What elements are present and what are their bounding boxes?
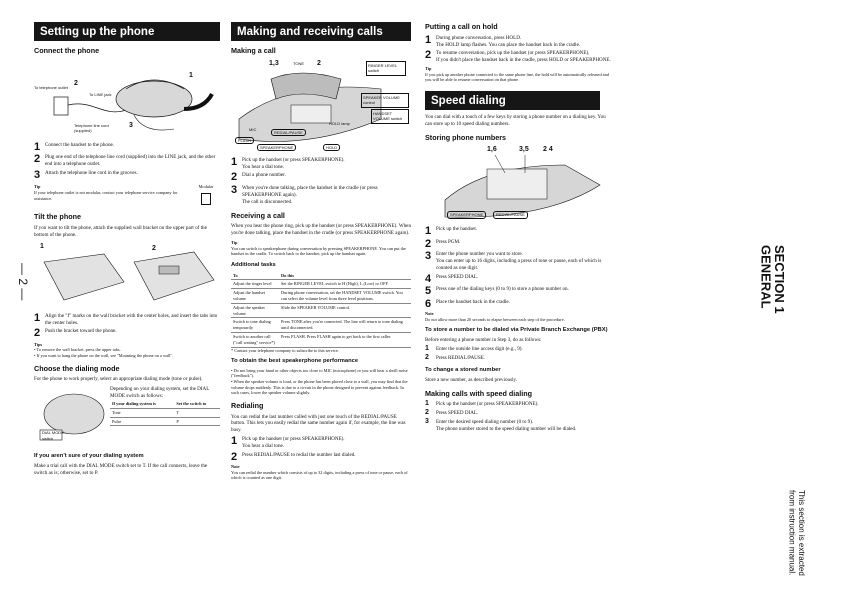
pbx-step-1: 1 Enter the outside line access digit (e.g., 9). [425, 345, 523, 353]
tasks-table: To Do this Adjust the ringer level Set the RINGER LEVEL switch to H (High), L (Low) or OFF. Adjust the handset volume During phone conversation, set the HANDSET VOLUME switch. You can select the volume level from three level positions. Adjust the speaker volume Slide the SPEAKER VOLUME control. Switch to tone dialing temporarily Press TONE after you're connected. The line will return to tone dialing until disconnected. Switch to another call ("call waiting" service*) Press FLASH. Press FLASH again to get back to the first caller. [231, 272, 411, 348]
label-cord: Telephone line cord (supplied) [74, 122, 109, 134]
tilt-step-1: 1 Align the "f" marks on the wall bracket with the center holes, and insert the tabs into the center holes. [34, 311, 218, 326]
table-row: Switch to another call ("call waiting" service*) Press FLASH. Press FLASH again to get back to the first caller. [231, 332, 411, 347]
label-2-4: 2 4 [543, 146, 553, 154]
key-hold: HOLD [323, 144, 340, 151]
store-step-6: 6 Place the handset back in the cradle. [425, 297, 510, 310]
dial-table: If your dialing system is Set the switch to Tone T Pulse P [110, 400, 220, 426]
making-step-2: 2 Dial a phone number. [231, 171, 286, 184]
keypad-figure [425, 145, 613, 223]
table-row: Adjust the handset volume During phone conversation, set the HANDSET VOLUME switch. You can select the volume level from three level positions. [231, 289, 411, 304]
dial-text: For the phone to work properly, select an appropriate dialing mode (tone or pulse). [34, 376, 203, 383]
hold-tip: Tip If you pick up another phone connected to the same phone line, the hold will be automatically released and you will be able to resume conversation on that phone. [425, 66, 609, 83]
label-line-jack: To LINE jack [89, 91, 112, 97]
table-row: Switch to tone dialing temporarily Press TONE after you're connected. The line will return to tone dialing until disconnected. [231, 318, 411, 333]
label-handset-volume: HANDSET VOLUME switch [371, 109, 409, 124]
change-text: Store a new number, as described previously. [425, 376, 517, 383]
pbx-text: Before entering a phone number in Step 3, do as follows: [425, 337, 542, 344]
modular-label: Modular [198, 184, 214, 190]
change-heading: To change a stored number [425, 366, 501, 373]
tilt-step-2: 2 Push the bracket toward the phone. [34, 327, 117, 340]
label-num-2: 2 [74, 79, 78, 87]
table-row: Tone T [110, 408, 220, 417]
setup-title: Setting up the phone [34, 22, 220, 41]
section-title: SECTION 1 GENERAL [758, 245, 787, 314]
speed-title: Speed dialing [425, 91, 600, 110]
making-step-1: 1 Pick up the handset (or press SPEAKERPHONE). You hear a dial tone. [231, 155, 345, 170]
tilt-num-1: 1 [40, 242, 44, 250]
additional-heading: Additional tasks [231, 261, 276, 268]
storing-heading: Storing phone numbers [425, 132, 507, 142]
speed-step-1: 1 Pick up the handset (or press SPEAKERPHONE). [425, 400, 539, 408]
tasks-note: * Contact your telephone company to subscribe to this service. [231, 347, 339, 353]
table-row: Adjust the ringer level Set the RINGER LEVEL switch to H (High), L (Low) or OFF. [231, 280, 411, 289]
key-speakerphone: SPEAKERPHONE [257, 144, 296, 151]
table-row: Pulse P [110, 417, 220, 426]
hold-step-1: 1 During phone conversation, press HOLD. The HOLD lamp flashes. You can place the handset back in the cradle. [425, 33, 581, 48]
redial-heading: Redialing [231, 400, 264, 410]
dial-switch-label: DIAL MODE switch [42, 430, 64, 441]
connect-step-3: 3 Attach the telephone line cord in the grooves. [34, 168, 138, 181]
receiving-heading: Receiving a call [231, 210, 285, 220]
pbx-step-2: 2 Press REDIAL/PAUSE. [425, 353, 486, 361]
hold-heading: Putting a call on hold [425, 22, 498, 31]
hold-step-2: 2 To resume conversation, pick up the handset (or press SPEAKERPHONE). If you didn't place the handset back in the cradle, press HOLD or SPEAKERPHONE. [425, 49, 611, 64]
wall-bracket-illustration [34, 242, 220, 310]
receiving-text: When you hear the phone ring, pick up the handset (or press SPEAKERPHONE). When you're done talking, place the handset in the cradle (or press SPEAKERPHONE again). [231, 223, 411, 237]
column-calls [231, 22, 411, 481]
key-flash: FLASH [235, 137, 254, 144]
label-1-3: 1,3 [269, 59, 279, 67]
tilt-tips: Tips • To remove the wall bracket, press the upper tabs. • If you want to hang the phone on the wall, see "Mounting the phone on a wall". [34, 341, 174, 359]
tilt-heading: Tilt the phone [34, 212, 81, 222]
key-redial: REDIAL/PAUSE [271, 129, 306, 136]
store-note: Note Do not allow more than 20 seconds to elapse between each step of the procedure. [425, 311, 565, 322]
tilt-tip-2: • If you want to hang the phone on the wall, see "Mounting the phone on a wall". [34, 353, 174, 359]
tip-label: Tip [34, 184, 41, 190]
modular-jack-icon [201, 193, 211, 205]
tilt-num-2: 2 [152, 244, 156, 252]
tip-text: If your telephone outlet is not modular, contact your telephone service company for assistance. [34, 189, 178, 201]
calls-title: Making and receiving calls [231, 22, 411, 41]
label-2: 2 [317, 59, 321, 67]
phone-figure [231, 59, 411, 154]
key-redial-2: REDIAL/PAUSE [493, 211, 528, 218]
redial-note: Note You can redial the number which consists of up to 32 digits, including a press of tone or pause, each of which is counted as one digit. [231, 464, 408, 481]
key-speakerphone-2: SPEAKERPHONE [447, 211, 486, 218]
tilt-tip-1: • To remove the wall bracket, press the upper tabs. [34, 347, 121, 353]
making-heading: Making a call [231, 46, 276, 55]
store-step-1: 1 Pick up the handset. [425, 225, 478, 238]
page-number: — 2 — [16, 263, 30, 301]
connect-heading: Connect the phone [34, 46, 100, 55]
side-note: This section is extracted from instruction manual. [787, 490, 806, 576]
best-item-1: • Do not bring your hand or other objects too close to MIC (microphone) or you will hear a shrill noise ("feedback"). [231, 367, 408, 379]
connect-figure [34, 59, 220, 139]
label-num-1: 1 [189, 71, 193, 79]
dial-mode-block [34, 386, 220, 448]
label-ringer: RINGER LEVEL switch [366, 61, 406, 76]
dial-desc: Depending on your dialing system, set the DIAL MODE switch as follows: [110, 386, 210, 400]
notsure-heading: If you aren't sure of your dialing system [34, 453, 144, 460]
notsure-text: Make a trial call with the DIAL MODE switch set to T. If the call connects, leave the switch as is; otherwise, set to P. [34, 463, 208, 476]
speed-step-2: 2 Press SPEED DIAL. [425, 409, 479, 417]
tip-box [34, 184, 220, 207]
label-num-3: 3 [129, 121, 133, 129]
label-tone: TONE [293, 60, 305, 66]
label-outlet: To telephone outlet [34, 84, 68, 90]
best-item-2: • When the speaker volume is loud, or the phone has been placed close to a wall, you may find that the volume drops suddenly. This is due to a circuit in the phone designed to prevent against feedback. In such cases, lower the speaker volume slightly. [231, 379, 408, 396]
speed-making-heading: Making calls with speed dialing [425, 388, 533, 398]
label-speaker-volume: SPEAKER VOLUME control [361, 93, 409, 108]
store-step-3: 3 Enter the phone number you want to store. You can enter up to 16 digits, including a press of tone or pause, each of which is counted as one digit. [425, 250, 602, 272]
label-3-5: 3,5 [519, 146, 529, 154]
connect-step-1: 1 Connect the handset to the phone. [34, 140, 115, 153]
column-hold-speed [425, 22, 613, 435]
dial-heading: Choose the dialing mode [34, 363, 120, 373]
store-step-4: 4 Press SPEED DIAL. [425, 272, 479, 285]
best-heading: To obtain the best speakerphone performance [231, 358, 359, 365]
connect-steps [34, 142, 220, 181]
redial-text: You can redial the last number called with just one touch of the REDIAL/PAUSE button. This lets you easily redial the same number again if, for example, the line was busy. [231, 413, 406, 434]
dial-mode-figure [34, 386, 106, 448]
tilt-figure [34, 242, 220, 310]
column-setup [34, 22, 220, 477]
making-step-3: 3 When you're done talking, place the handset in the cradle (or press SPEAKERPHONE again). The call is disconnected. [231, 183, 378, 205]
table-row: Adjust the speaker volume Slide the SPEAKER VOLUME control. [231, 303, 411, 318]
store-step-5: 5 Press one of the dialing keys (0 to 9) to store a phone number on. [425, 285, 569, 298]
store-step-2: 2 Press PGM. [425, 237, 461, 250]
tilt-text: If you want to tilt the phone, attach the supplied wall bracket on the upper part of the bottom of the phone. [34, 224, 207, 238]
dial-table-header: If your dialing system is [110, 400, 174, 408]
pbx-heading: To store a number to be dialed via Private Branch Exchange (PBX) [425, 327, 608, 334]
redial-step-2: 2 Press REDIAL/PAUSE to redial the number last dialed. [231, 450, 356, 463]
connect-step-2: 2 Plug one end of the telephone line cord (supplied) into the LINE jack, and the other end into a telephone outlet. [34, 153, 216, 168]
label-hold-lamp: HOLD lamp [329, 120, 350, 126]
redial-step-1: 1 Pick up the handset (or press SPEAKERPHONE). You hear a dial tone. [231, 435, 345, 450]
speed-step-3: 3 Enter the desired speed dialing number (0 to 9). The phone number stored to the speed dialing number will be dialed. [425, 417, 577, 432]
label-1-6: 1,6 [487, 146, 497, 154]
speed-text: You can dial with a touch of a few keys by storing a phone number on a dialing key. You can store up to 10 speed dialing numbers. [425, 113, 606, 127]
modular-figure [192, 184, 220, 207]
label-mic: MIC [249, 126, 257, 132]
receiving-tip: Tip You can switch to speakerphone during conversation by pressing SPEAKERPHONE. You can put the handset in the cradle. To switch back to the handset, pick up the handset again. [231, 240, 406, 257]
